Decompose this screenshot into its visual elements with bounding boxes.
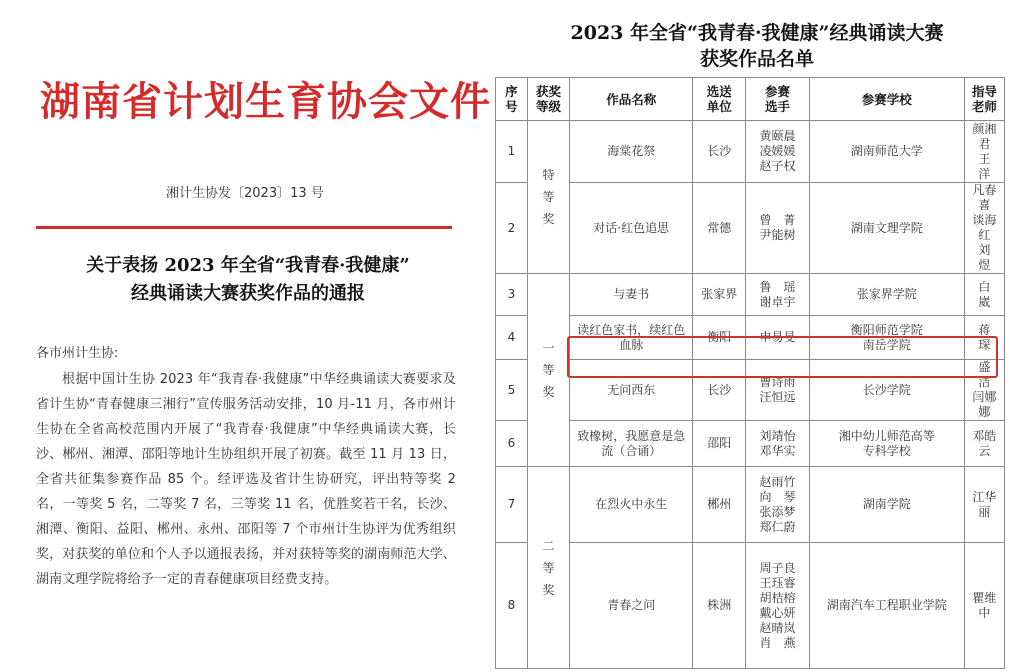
teachers <box>964 421 1004 467</box>
submitting-unit: 郴州 <box>693 467 746 543</box>
award-level-char: 二 <box>542 538 555 553</box>
player-name: 尹能树 <box>759 228 796 242</box>
work-title: 读红色家书，续红色血脉 <box>570 316 693 360</box>
award-level <box>527 467 569 669</box>
header-players: 参赛 选手 <box>746 78 810 121</box>
school-name: 湖南文理学院 <box>850 220 923 235</box>
player-name: 张添梦 <box>759 504 796 519</box>
players <box>746 467 810 543</box>
teacher-name: 刘 煜 <box>978 243 1003 272</box>
teacher-name: 凡春喜 <box>972 183 997 212</box>
work-title: 在烈火中永生 <box>570 467 693 543</box>
player-name: 曹诗雨 <box>759 375 796 389</box>
players <box>746 316 810 360</box>
school <box>809 543 964 669</box>
work-title: 海棠花祭 <box>570 121 693 183</box>
table-row <box>496 421 1005 467</box>
teachers <box>964 121 1004 183</box>
teachers <box>964 467 1004 543</box>
school-name: 湖南学院 <box>862 497 911 511</box>
table-row <box>496 121 1005 183</box>
notice-body: 根据中国计生协 2023 年“我青春·我健康”中华经典诵读大赛要求及省计生协“青春健康三湘行”宣传服务活动安排，10 月-11 月，各市州计生协在全省高校范围内开展了“我青春·我健康”中华经典诵读大赛，长沙、郴州、湘潭、邵阳等地计生协组织开展了初赛。截至 11 月 13 日，全省共征集参赛作品 85 个。经评选及省计生协研究，评出特等奖 2 名，一等奖 5 名，二等奖 7 名，三等奖 11 名，优胜奖若干名，长沙、湘潭、衡阳、益阳、郴州、永州、邵阳等 7 个市州计生协评为优秀组织奖，对获奖的单位和个人予以通报表扬，并对获特等奖的湖南师范大学、湖南文理学院将给予一定的青春健康项目经费支持。 <box>36 372 456 587</box>
notice-page <box>0 0 490 672</box>
teacher-name: 颜湘君 <box>972 121 997 151</box>
work-title: 无问西东 <box>570 360 693 421</box>
table-header-row <box>496 78 1005 121</box>
table-row <box>496 183 1005 274</box>
award-level-text <box>542 164 556 230</box>
players <box>746 274 810 316</box>
submitting-unit: 张家界 <box>693 274 746 316</box>
award-level-char: 奖 <box>542 582 555 597</box>
school <box>809 183 964 274</box>
notice-title-line-1: 关于表扬 2023 年全省“我青春·我健康” <box>86 255 410 276</box>
header-level: 获奖 等级 <box>527 78 569 121</box>
players <box>746 183 810 274</box>
players <box>746 121 810 183</box>
row-no: 7 <box>496 467 528 543</box>
school-name: 张家界学院 <box>856 287 917 301</box>
row-no: 1 <box>496 121 528 183</box>
player-name: 赵子权 <box>759 159 796 173</box>
school-name: 湘中幼儿师范高等 <box>838 428 935 443</box>
table-title <box>490 20 1024 72</box>
award-level-char: 奖 <box>542 385 555 399</box>
header-teacher: 指导 老师 <box>964 78 1004 121</box>
player-name: 戴心妍 <box>759 605 796 620</box>
school <box>809 121 964 183</box>
row-no: 4 <box>496 316 528 360</box>
teacher-name: 谈海红 <box>972 213 997 242</box>
teacher-name: 盛 洁 <box>978 360 1003 389</box>
school-name: 湖南师范大学 <box>850 144 923 158</box>
school <box>809 274 964 316</box>
table-row <box>496 274 1005 316</box>
row-no: 5 <box>496 360 528 421</box>
player-name: 黄颐晨 <box>759 129 796 143</box>
header-no: 序 号 <box>496 78 528 121</box>
player-name: 汪恒远 <box>759 390 796 404</box>
teachers <box>964 360 1004 421</box>
document-header: 湖南省计划生育协会文件 <box>40 79 491 125</box>
row-no: 6 <box>496 421 528 467</box>
player-name: 曾 菁 <box>759 213 796 227</box>
player-name: 肖 燕 <box>759 635 796 650</box>
school-name: 专科学校 <box>862 443 911 458</box>
submitting-unit: 衡阳 <box>693 316 746 360</box>
school-name: 湖南汽车工程职业学院 <box>826 598 947 612</box>
teacher-name: 闫娜娜 <box>972 390 997 419</box>
table-row <box>496 316 1005 360</box>
player-name: 郑仁蔚 <box>759 519 796 534</box>
award-list-page <box>490 0 1024 672</box>
document-number: 湘计生协发〔2023〕13 号 <box>166 186 324 201</box>
submitting-unit: 常德 <box>693 183 746 274</box>
submitting-unit: 株洲 <box>693 543 746 669</box>
players <box>746 543 810 669</box>
header-school: 参赛学校 <box>809 78 964 121</box>
player-name: 谢卓宇 <box>759 294 796 309</box>
red-divider <box>36 226 452 229</box>
player-name: 鲁 瑶 <box>759 279 796 294</box>
table-title-line-2: 获奖作品名单 <box>699 48 814 70</box>
players <box>746 360 810 421</box>
salutation: 各市州计生协: <box>36 346 119 361</box>
row-no: 3 <box>496 274 528 316</box>
table-title-line-1: 2023 年全省“我青春·我健康”经典诵读大赛 <box>570 22 944 44</box>
row-no: 2 <box>496 183 528 274</box>
award-level-char: 奖 <box>542 212 555 226</box>
award-level-char: 一 <box>542 341 555 355</box>
row-no: 8 <box>496 543 528 669</box>
player-name: 胡桔榕 <box>759 590 796 605</box>
work-title: 与妻书 <box>570 274 693 316</box>
award-level-char: 等 <box>542 363 555 377</box>
teachers <box>964 274 1004 316</box>
submitting-unit: 长沙 <box>693 121 746 183</box>
teachers <box>964 543 1004 669</box>
teacher-name: 王 洋 <box>978 151 1003 181</box>
header-unit: 选送 单位 <box>693 78 746 121</box>
table-row <box>496 543 1005 669</box>
award-level-char: 等 <box>542 560 555 575</box>
players <box>746 421 810 467</box>
awards-table <box>495 77 1005 669</box>
player-name: 赵晴岚 <box>759 620 796 635</box>
player-name: 申易旻 <box>759 330 796 344</box>
school <box>809 421 964 467</box>
school-name: 长沙学院 <box>862 382 911 397</box>
header-work: 作品名称 <box>570 78 693 121</box>
teacher-name: 白 崴 <box>978 279 1003 309</box>
teacher-name: 江华丽 <box>972 489 997 519</box>
school-name: 南岳学院 <box>862 337 911 352</box>
player-name: 王珏睿 <box>759 575 796 590</box>
player-name: 刘靖怡 <box>759 428 796 443</box>
player-name: 邓华实 <box>759 443 796 458</box>
player-name: 凌媛媛 <box>759 144 796 158</box>
notice-title-line-2: 经典诵读大赛获奖作品的通报 <box>131 283 365 304</box>
award-level <box>527 121 569 274</box>
award-level-char: 特 <box>542 168 555 182</box>
school <box>809 467 964 543</box>
teachers <box>964 183 1004 274</box>
work-title: 致橡树，我愿意是急流（合诵） <box>570 421 693 467</box>
work-title: 对话·红色追思 <box>570 183 693 274</box>
award-level-char: 等 <box>542 190 555 204</box>
award-level <box>527 274 569 467</box>
school <box>809 360 964 421</box>
notice-title <box>40 252 456 308</box>
teacher-name: 邓皓云 <box>972 428 997 458</box>
school-name: 衡阳师范学院 <box>850 322 923 337</box>
award-level-text <box>542 337 556 403</box>
school <box>809 316 964 360</box>
work-title: 青春之问 <box>570 543 693 669</box>
player-name: 向 琴 <box>759 489 796 504</box>
player-name: 赵雨竹 <box>759 474 796 489</box>
teacher-name: 瞿维中 <box>972 590 997 620</box>
player-name: 周子良 <box>759 560 796 575</box>
table-row <box>496 360 1005 421</box>
submitting-unit: 邵阳 <box>693 421 746 467</box>
submitting-unit: 长沙 <box>693 360 746 421</box>
teachers <box>964 316 1004 360</box>
award-level-text <box>542 535 556 601</box>
table-row <box>496 467 1005 543</box>
teacher-name: 蒋 琛 <box>978 322 1003 352</box>
